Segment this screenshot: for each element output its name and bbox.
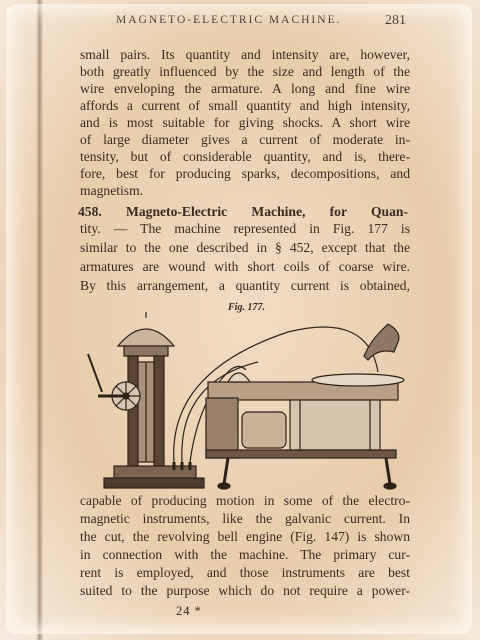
- photo-vignette-frame: [6, 4, 472, 634]
- text-line: magnetic instruments, like the galvanic current. In: [80, 511, 410, 526]
- text-line: small pairs. Its quantity and intensity are, however,: [80, 47, 410, 62]
- text-line: By this arrangement, a quantity current is obtained,: [80, 278, 410, 293]
- section-heading: 458. Magneto-Electric Machine, for Quan-: [78, 204, 408, 219]
- text-line: magnetism.: [80, 183, 144, 198]
- text-line: and is most suitable for giving shocks. A short wire: [80, 115, 410, 130]
- page-number: 281: [385, 13, 406, 28]
- signature-mark: 24 *: [176, 604, 202, 618]
- figure-caption: Fig. 177.: [228, 302, 265, 313]
- text-line: both greatly influenced by the size and length of the: [80, 64, 410, 79]
- text-line: capable of producing motion in some of the electro-: [80, 493, 410, 508]
- text-line: wire enveloping the armature. A long and fine wire: [80, 81, 410, 96]
- text-line: fore, best for producing sparks, decompositions, and: [80, 166, 410, 181]
- text-line: in connection with the machine. The primary cur-: [80, 547, 410, 562]
- text-line: armatures are wound with short coils of coarse wire.: [80, 259, 410, 274]
- text-line: affords a current of small quantity and high intensity,: [80, 98, 410, 113]
- text-line: suited to the purpose which do not require a power-: [80, 583, 410, 598]
- running-title: MAGNETO-ELECTRIC MACHINE.: [116, 14, 342, 26]
- text-line: of large diameter gives a current of moderate in-: [80, 132, 410, 147]
- text-line: the cut, the revolving bell engine (Fig. 147) is shown: [80, 529, 410, 544]
- text-line: tensity, but of considerable quantity, and is, there-: [80, 149, 410, 164]
- text-line: similar to the one described in § 452, except that the: [80, 240, 410, 255]
- text-line: rent is employed, and those instruments are best: [80, 565, 410, 580]
- text-line: tity. — The machine represented in Fig. 177 is: [80, 221, 410, 236]
